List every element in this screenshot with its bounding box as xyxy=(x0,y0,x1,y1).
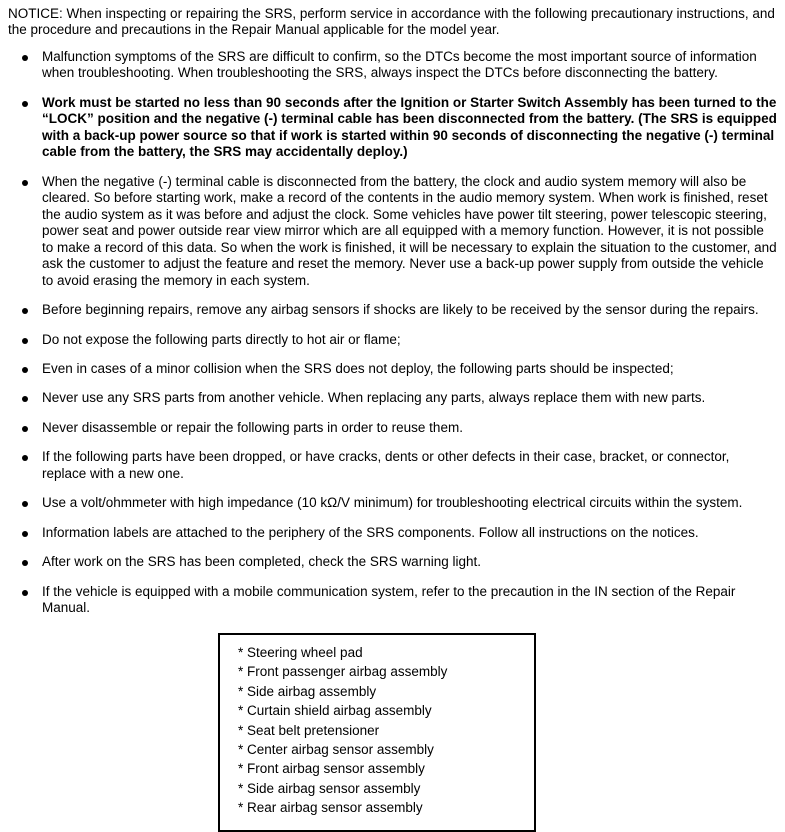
bullet-icon xyxy=(22,455,28,461)
bullet-text: Never disassemble or repair the following parts in order to reuse them. xyxy=(42,419,463,435)
bullet-text: Use a volt/ohmmeter with high impedance (10 kΩ/V minimum) for troubleshooting electrical circuits within the system. xyxy=(42,495,743,511)
bullet-item xyxy=(8,525,777,541)
bullet-text: Before beginning repairs, remove any airbag sensors if shocks are likely to be received by the sensor during the repairs. xyxy=(42,302,759,318)
part-item: * Seat belt pretensioner xyxy=(238,722,380,738)
bullet-item xyxy=(8,49,777,82)
part-item: * Side airbag sensor assembly xyxy=(238,780,421,796)
bullet-item xyxy=(8,302,777,318)
bullet-text: After work on the SRS has been completed, check the SRS warning light. xyxy=(42,554,481,570)
part-item: * Steering wheel pad xyxy=(238,644,363,660)
part-item: * Front passenger airbag assembly xyxy=(238,664,448,680)
bullet-item xyxy=(8,584,777,617)
bullet-item xyxy=(8,449,777,482)
bullet-icon xyxy=(22,560,28,566)
notice-paragraph: NOTICE: When inspecting or repairing the SRS, perform service in accordance with the following precautionary instructions, and the procedure and precautions in the Repair Manual applicable for the model year. xyxy=(8,6,775,38)
bullet-icon xyxy=(22,338,28,344)
bullet-icon xyxy=(22,55,28,61)
bullet-text: Never use any SRS parts from another vehicle. When replacing any parts, always replace them with new parts. xyxy=(42,390,706,406)
bullet-text: Malfunction symptoms of the SRS are difficult to confirm, so the DTCs become the most important source of information when troubleshooting. When troubleshooting the SRS, always inspect the DTCs before disconnecting the battery. xyxy=(42,48,757,81)
bullet-icon xyxy=(22,531,28,537)
part-item: * Front airbag sensor assembly xyxy=(238,761,425,777)
bullet-text: If the following parts have been dropped, or have cracks, dents or other defects in their case, bracket, or connector, replace with a new one. xyxy=(42,449,730,481)
bullet-icon xyxy=(22,180,28,186)
bullet-text: Work must be started no less than 90 seconds after the Ignition or Starter Switch Assembly has been turned to the “LOCK” position and the negative (-) terminal cable has been disconnected from the battery. (The SRS is equipped with a back-up power source so that if work is started within 90 seconds of disconnecting the negative (-) terminal cable from the battery, the SRS may accidentally deploy.) xyxy=(42,94,777,160)
bullet-text: Even in cases of a minor collision when the SRS does not deploy, the following parts should be inspected; xyxy=(42,360,674,376)
bullet-item xyxy=(8,390,777,406)
srs-parts-box xyxy=(218,633,536,832)
bullet-icon xyxy=(22,396,28,402)
bullet-icon xyxy=(22,426,28,432)
bullet-item xyxy=(8,554,777,570)
bullet-text: When the negative (-) terminal cable is disconnected from the battery, the clock and audio system memory will also be cleared. So before starting work, make a record of the contents in the audio memory system. When work is finished, reset the audio system as it was before and adjust the clock. Some vehicles have power tilt steering, power telescopic steering, power seat and power outside rear view mirror which are all equipped with a memory function. However, it is not possible to make a record of this data. So when the work is finished, it will be necessary to explain the situation to the customer, and ask the customer to adjust the feature and reset the memory. Never use a back-up power supply from outside the vehicle to avoid erasing the memory in each system. xyxy=(42,173,777,288)
parts-box-container xyxy=(8,633,777,832)
bullet-item xyxy=(8,332,777,348)
bullet-item xyxy=(8,95,777,161)
bullet-icon xyxy=(22,590,28,596)
bullet-text: Do not expose the following parts directly to hot air or flame; xyxy=(42,331,401,347)
bullet-item xyxy=(8,174,777,289)
bullet-icon xyxy=(22,501,28,507)
bullet-item xyxy=(8,420,777,436)
part-item: * Center airbag sensor assembly xyxy=(238,742,434,757)
bullet-text: If the vehicle is equipped with a mobile communication system, refer to the precaution in the IN section of the Repair Manual. xyxy=(42,583,736,616)
bullet-item xyxy=(8,361,777,377)
bullet-icon xyxy=(22,101,28,107)
bullet-item xyxy=(8,495,777,511)
precaution-bullet-list xyxy=(8,49,777,617)
part-item: * Curtain shield airbag assembly xyxy=(238,703,432,719)
bullet-icon xyxy=(22,367,28,373)
part-item: * Rear airbag sensor assembly xyxy=(238,800,423,816)
bullet-icon xyxy=(22,308,28,314)
bullet-text: Information labels are attached to the periphery of the SRS components. Follow all instructions on the notices. xyxy=(42,524,699,540)
part-item: * Side airbag assembly xyxy=(238,683,377,699)
